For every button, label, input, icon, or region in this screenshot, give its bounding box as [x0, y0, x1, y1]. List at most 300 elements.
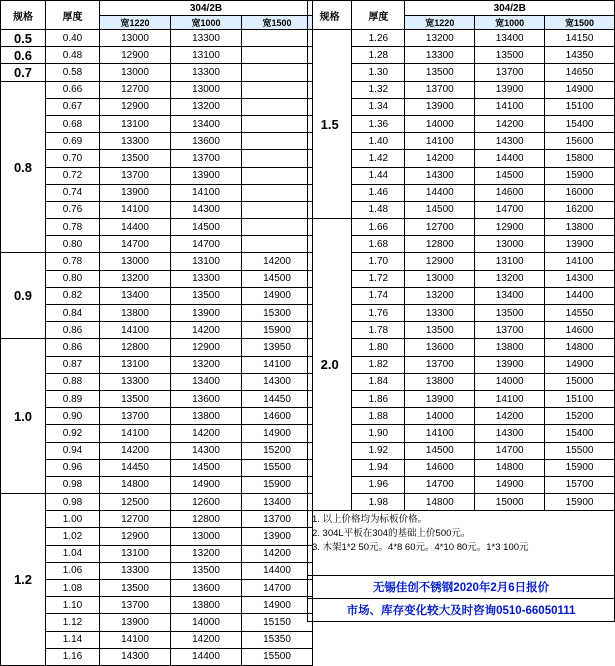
- table-row: [308, 322, 615, 339]
- price-cell: 12600: [171, 494, 242, 511]
- price-cell: 14600: [545, 322, 615, 339]
- left-w1220-header: 宽1220: [100, 16, 171, 30]
- price-cell: 12500: [100, 494, 171, 511]
- table-row: [1, 270, 313, 287]
- price-cell: [242, 64, 313, 81]
- price-cell: 13200: [475, 270, 545, 287]
- price-cell: 13900: [475, 81, 545, 98]
- price-cell: 13700: [171, 150, 242, 167]
- price-cell: 15400: [545, 425, 615, 442]
- table-row: [1, 597, 313, 614]
- table-row: [1, 253, 313, 270]
- price-cell: 15600: [545, 133, 615, 150]
- thickness-cell: 0.96: [46, 459, 100, 476]
- table-row: [1, 631, 313, 648]
- price-cell: 13000: [100, 30, 171, 47]
- price-cell: 14100: [405, 425, 475, 442]
- thickness-cell: 0.68: [46, 115, 100, 132]
- table-row: [308, 356, 615, 373]
- price-cell: 13100: [100, 115, 171, 132]
- thickness-cell: 1.16: [46, 648, 100, 665]
- thickness-cell: 0.66: [46, 81, 100, 98]
- thickness-cell: 0.89: [46, 390, 100, 407]
- price-cell: 14100: [100, 425, 171, 442]
- thickness-cell: 0.80: [46, 270, 100, 287]
- table-row: [1, 305, 313, 322]
- table-row: [308, 476, 615, 493]
- price-cell: 14500: [171, 219, 242, 236]
- table-row: [308, 219, 615, 236]
- price-cell: 14200: [171, 425, 242, 442]
- price-cell: 14150: [545, 30, 615, 47]
- table-row: [308, 133, 615, 150]
- table-row: [308, 305, 615, 322]
- thickness-cell: 1.70: [352, 253, 405, 270]
- thickness-cell: 1.98: [352, 494, 405, 511]
- price-cell: 13500: [171, 287, 242, 304]
- notes-row: [308, 511, 615, 576]
- price-cell: 14650: [545, 64, 615, 81]
- price-cell: 13200: [405, 287, 475, 304]
- price-cell: 14100: [405, 133, 475, 150]
- thickness-cell: 1.78: [352, 322, 405, 339]
- price-cell: 14100: [242, 356, 313, 373]
- thickness-cell: 0.40: [46, 30, 100, 47]
- price-cell: 13200: [171, 356, 242, 373]
- table-row: [1, 47, 313, 64]
- price-cell: 15400: [545, 115, 615, 132]
- price-cell: 13400: [100, 287, 171, 304]
- price-cell: 13300: [171, 270, 242, 287]
- thickness-cell: 1.12: [46, 614, 100, 631]
- thickness-cell: 0.76: [46, 201, 100, 218]
- price-cell: 16200: [545, 201, 615, 218]
- price-cell: 13800: [100, 305, 171, 322]
- thickness-cell: 1.92: [352, 442, 405, 459]
- thickness-cell: 0.72: [46, 167, 100, 184]
- left-thickness-header: 厚度: [46, 1, 100, 30]
- price-cell: 14300: [475, 425, 545, 442]
- price-cell: 14800: [545, 339, 615, 356]
- left-w1000-header: 宽1000: [171, 16, 242, 30]
- price-cell: 15300: [242, 305, 313, 322]
- price-cell: [242, 81, 313, 98]
- table-row: [308, 81, 615, 98]
- thickness-cell: 1.86: [352, 390, 405, 407]
- thickness-cell: 0.70: [46, 150, 100, 167]
- thickness-cell: 1.14: [46, 631, 100, 648]
- price-cell: [242, 133, 313, 150]
- table-row: [1, 64, 313, 81]
- price-cell: 14350: [545, 47, 615, 64]
- price-cell: 14100: [475, 98, 545, 115]
- price-cell: 14000: [405, 408, 475, 425]
- promo-contact: 市场、库存变化较大及时咨询0510-66050111: [308, 599, 615, 622]
- right-grade-header: 304/2B: [405, 1, 615, 16]
- thickness-cell: 1.90: [352, 425, 405, 442]
- price-cell: 13800: [171, 408, 242, 425]
- price-cell: 13800: [405, 373, 475, 390]
- thickness-cell: 0.84: [46, 305, 100, 322]
- price-cell: 13900: [545, 236, 615, 253]
- price-cell: 15000: [545, 373, 615, 390]
- price-cell: 13400: [475, 30, 545, 47]
- table-row: [1, 339, 313, 356]
- price-cell: 13700: [475, 322, 545, 339]
- table-row: [1, 425, 313, 442]
- thickness-cell: 1.46: [352, 184, 405, 201]
- table-row: [1, 356, 313, 373]
- price-cell: 12900: [100, 47, 171, 64]
- thickness-cell: 1.80: [352, 339, 405, 356]
- table-row: [1, 287, 313, 304]
- price-cell: 13000: [171, 81, 242, 98]
- table-row: [308, 47, 615, 64]
- thickness-cell: 1.94: [352, 459, 405, 476]
- table-row: [1, 476, 313, 493]
- price-cell: 14100: [100, 631, 171, 648]
- price-cell: 15500: [242, 648, 313, 665]
- price-cell: 15200: [242, 442, 313, 459]
- thickness-cell: 1.48: [352, 201, 405, 218]
- price-cell: 13900: [242, 528, 313, 545]
- left-spec-group-0.7: 0.7: [1, 64, 46, 81]
- price-cell: 14200: [171, 631, 242, 648]
- price-cell: 14900: [242, 287, 313, 304]
- price-cell: 13900: [475, 356, 545, 373]
- price-cell: 14200: [100, 442, 171, 459]
- price-cell: 13500: [405, 322, 475, 339]
- price-cell: [242, 30, 313, 47]
- thickness-cell: 1.10: [46, 597, 100, 614]
- right-price-table: [307, 0, 615, 622]
- price-cell: [242, 184, 313, 201]
- table-row: [1, 545, 313, 562]
- note-line-3: 3. 木架1*2 50元。4*8 60元。4*10 80元。1*3 100元: [312, 541, 529, 553]
- price-cell: 13700: [475, 64, 545, 81]
- table-row: [1, 30, 313, 47]
- price-cell: 13900: [100, 614, 171, 631]
- table-row: [1, 459, 313, 476]
- price-cell: 12900: [405, 253, 475, 270]
- table-row: [1, 201, 313, 218]
- price-cell: [242, 150, 313, 167]
- table-row: [308, 253, 615, 270]
- right-thickness-header: 厚度: [352, 1, 405, 30]
- table-row: [308, 459, 615, 476]
- price-cell: 14550: [545, 305, 615, 322]
- price-cell: 13950: [242, 339, 313, 356]
- price-cell: 14700: [405, 476, 475, 493]
- price-cell: 14900: [475, 476, 545, 493]
- price-cell: 12700: [405, 219, 475, 236]
- price-cell: 14100: [100, 201, 171, 218]
- thickness-cell: 0.98: [46, 494, 100, 511]
- thickness-cell: 1.26: [352, 30, 405, 47]
- price-cell: 13500: [100, 580, 171, 597]
- price-cell: 13000: [475, 236, 545, 253]
- price-cell: 15900: [242, 322, 313, 339]
- price-cell: 15150: [242, 614, 313, 631]
- table-row: [1, 219, 313, 236]
- price-cell: 13300: [100, 562, 171, 579]
- price-cell: 14400: [545, 287, 615, 304]
- thickness-cell: 0.69: [46, 133, 100, 150]
- price-cell: 14450: [242, 390, 313, 407]
- price-cell: 13600: [171, 390, 242, 407]
- price-cell: 14300: [475, 133, 545, 150]
- price-cell: 13500: [100, 150, 171, 167]
- right-spec-header: 规格: [308, 1, 352, 30]
- table-row: [1, 528, 313, 545]
- note-line-2: 2. 304L平板在304的基础上价500元。: [312, 528, 471, 540]
- thickness-cell: 1.30: [352, 64, 405, 81]
- price-cell: 13200: [100, 270, 171, 287]
- thickness-cell: 1.06: [46, 562, 100, 579]
- price-cell: 15900: [545, 167, 615, 184]
- note-line-1: 1. 以上价格均为标板价格。: [312, 514, 428, 526]
- price-cell: 14450: [100, 459, 171, 476]
- thickness-cell: 1.40: [352, 133, 405, 150]
- price-cell: 14400: [100, 219, 171, 236]
- price-cell: 13100: [475, 253, 545, 270]
- left-grade-header: 304/2B: [100, 1, 313, 16]
- table-row: [1, 580, 313, 597]
- price-cell: 13300: [405, 47, 475, 64]
- price-cell: 12900: [171, 339, 242, 356]
- thickness-cell: 0.87: [46, 356, 100, 373]
- thickness-cell: 1.84: [352, 373, 405, 390]
- thickness-cell: 1.34: [352, 98, 405, 115]
- table-row: [308, 494, 615, 511]
- price-cell: 13100: [100, 545, 171, 562]
- thickness-cell: 0.58: [46, 64, 100, 81]
- thickness-cell: 0.82: [46, 287, 100, 304]
- price-cell: 14900: [545, 81, 615, 98]
- thickness-cell: 1.66: [352, 219, 405, 236]
- thickness-cell: 1.68: [352, 236, 405, 253]
- price-cell: 14200: [242, 545, 313, 562]
- price-cell: 14100: [100, 322, 171, 339]
- left-spec-group-0.8: 0.8: [1, 81, 46, 253]
- price-cell: 14100: [171, 184, 242, 201]
- thickness-cell: 1.96: [352, 476, 405, 493]
- table-row: [1, 494, 313, 511]
- price-cell: 15900: [545, 459, 615, 476]
- price-cell: 15200: [545, 408, 615, 425]
- thickness-cell: 0.92: [46, 425, 100, 442]
- table-row: [1, 511, 313, 528]
- price-cell: 15100: [545, 390, 615, 407]
- table-row: [1, 648, 313, 665]
- price-cell: 16000: [545, 184, 615, 201]
- price-cell: 13600: [171, 580, 242, 597]
- price-cell: 14600: [405, 459, 475, 476]
- thickness-cell: 0.90: [46, 408, 100, 425]
- left-spec-header: 规格: [1, 1, 46, 30]
- thickness-cell: 1.36: [352, 115, 405, 132]
- price-cell: 14300: [545, 270, 615, 287]
- price-cell: 14300: [171, 201, 242, 218]
- price-cell: 14200: [242, 253, 313, 270]
- price-cell: 14900: [242, 425, 313, 442]
- left-spec-group-1.0: 1.0: [1, 339, 46, 494]
- table-row: [1, 373, 313, 390]
- price-cell: [242, 236, 313, 253]
- table-row: [308, 30, 615, 47]
- table-row: [1, 408, 313, 425]
- price-cell: 14700: [100, 236, 171, 253]
- left-spec-group-1.2: 1.2: [1, 494, 46, 666]
- table-row: [308, 408, 615, 425]
- thickness-cell: 1.82: [352, 356, 405, 373]
- right-spec-group-2.0: 2.0: [308, 219, 352, 511]
- price-cell: [242, 219, 313, 236]
- table-row: [308, 425, 615, 442]
- table-row: [308, 270, 615, 287]
- table-row: [1, 133, 313, 150]
- right-table-body: [308, 30, 615, 622]
- price-cell: 13000: [100, 64, 171, 81]
- thickness-cell: 1.74: [352, 287, 405, 304]
- table-row: [308, 236, 615, 253]
- right-spec-group-1.5: 1.5: [308, 30, 352, 219]
- price-cell: 12800: [171, 511, 242, 528]
- price-cell: 13400: [242, 494, 313, 511]
- price-cell: 12700: [100, 81, 171, 98]
- left-spec-group-0.5: 0.5: [1, 30, 46, 47]
- price-cell: 12800: [100, 339, 171, 356]
- table-row: [308, 442, 615, 459]
- price-cell: [242, 167, 313, 184]
- table-row: [1, 442, 313, 459]
- price-cell: 13900: [171, 305, 242, 322]
- price-cell: 14000: [171, 614, 242, 631]
- price-cell: 14800: [475, 459, 545, 476]
- thickness-cell: 1.42: [352, 150, 405, 167]
- price-cell: 15000: [475, 494, 545, 511]
- price-cell: 14700: [171, 236, 242, 253]
- price-cell: 14800: [405, 494, 475, 511]
- price-cell: 13600: [171, 133, 242, 150]
- price-cell: 14300: [100, 648, 171, 665]
- price-cell: 13900: [171, 167, 242, 184]
- thickness-cell: 0.80: [46, 236, 100, 253]
- price-cell: 13200: [171, 98, 242, 115]
- thickness-cell: 0.86: [46, 339, 100, 356]
- price-cell: 13500: [405, 64, 475, 81]
- price-cell: 13700: [405, 356, 475, 373]
- right-header-row-top: [308, 1, 615, 16]
- thickness-cell: 1.44: [352, 167, 405, 184]
- price-cell: 13000: [100, 253, 171, 270]
- promo-row-1: [308, 576, 615, 599]
- table-row: [1, 98, 313, 115]
- right-w1500-header: 宽1500: [545, 16, 615, 30]
- promo-headline: 无锡佳创不锈钢2020年2月6日报价: [308, 576, 615, 599]
- price-cell: 13100: [100, 356, 171, 373]
- price-cell: 13700: [100, 408, 171, 425]
- price-cell: 15350: [242, 631, 313, 648]
- price-cell: 14900: [545, 356, 615, 373]
- thickness-cell: 0.88: [46, 373, 100, 390]
- price-cell: 12700: [100, 511, 171, 528]
- price-cell: 14400: [475, 150, 545, 167]
- price-cell: 15700: [545, 476, 615, 493]
- price-cell: 14700: [475, 442, 545, 459]
- price-cell: 14900: [171, 476, 242, 493]
- price-cell: 14100: [475, 390, 545, 407]
- price-cell: 13200: [405, 30, 475, 47]
- price-cell: 13800: [171, 597, 242, 614]
- price-cell: 14500: [475, 167, 545, 184]
- price-cell: 14300: [242, 373, 313, 390]
- thickness-cell: 0.48: [46, 47, 100, 64]
- price-cell: [242, 47, 313, 64]
- price-cell: 13300: [100, 373, 171, 390]
- price-cell: 14600: [475, 184, 545, 201]
- price-cell: 14500: [405, 442, 475, 459]
- price-cell: 13900: [405, 390, 475, 407]
- price-cell: 14600: [242, 408, 313, 425]
- price-cell: 13300: [171, 30, 242, 47]
- price-cell: 14800: [100, 476, 171, 493]
- price-cell: 13700: [405, 81, 475, 98]
- thickness-cell: 0.78: [46, 219, 100, 236]
- table-row: [308, 339, 615, 356]
- price-cell: 13600: [405, 339, 475, 356]
- thickness-cell: 1.02: [46, 528, 100, 545]
- price-cell: 14500: [405, 201, 475, 218]
- price-cell: 12900: [100, 528, 171, 545]
- notes-block: [308, 511, 615, 576]
- table-row: [1, 322, 313, 339]
- price-cell: 13400: [171, 373, 242, 390]
- table-row: [308, 115, 615, 132]
- thickness-cell: 1.76: [352, 305, 405, 322]
- price-cell: [242, 115, 313, 132]
- price-cell: 14700: [242, 580, 313, 597]
- thickness-cell: 0.98: [46, 476, 100, 493]
- left-spec-group-0.9: 0.9: [1, 253, 46, 339]
- price-cell: 14200: [475, 408, 545, 425]
- price-cell: 13800: [545, 219, 615, 236]
- table-row: [308, 390, 615, 407]
- price-cell: 14000: [405, 115, 475, 132]
- price-cell: 13000: [405, 270, 475, 287]
- right-w1000-header: 宽1000: [475, 16, 545, 30]
- price-cell: 13900: [405, 98, 475, 115]
- thickness-cell: 1.00: [46, 511, 100, 528]
- thickness-cell: 1.28: [352, 47, 405, 64]
- table-row: [308, 201, 615, 218]
- table-row: [1, 236, 313, 253]
- table-row: [308, 150, 615, 167]
- price-cell: 13100: [171, 253, 242, 270]
- table-row: [1, 184, 313, 201]
- thickness-cell: 1.04: [46, 545, 100, 562]
- left-w1500-header: 宽1500: [242, 16, 313, 30]
- price-cell: 12900: [475, 219, 545, 236]
- table-row: [308, 373, 615, 390]
- promo-row-2: [308, 599, 615, 622]
- price-cell: 13100: [171, 47, 242, 64]
- table-row: [308, 64, 615, 81]
- price-cell: 13700: [100, 167, 171, 184]
- price-cell: 13500: [475, 305, 545, 322]
- thickness-cell: 1.88: [352, 408, 405, 425]
- price-cell: 13800: [475, 339, 545, 356]
